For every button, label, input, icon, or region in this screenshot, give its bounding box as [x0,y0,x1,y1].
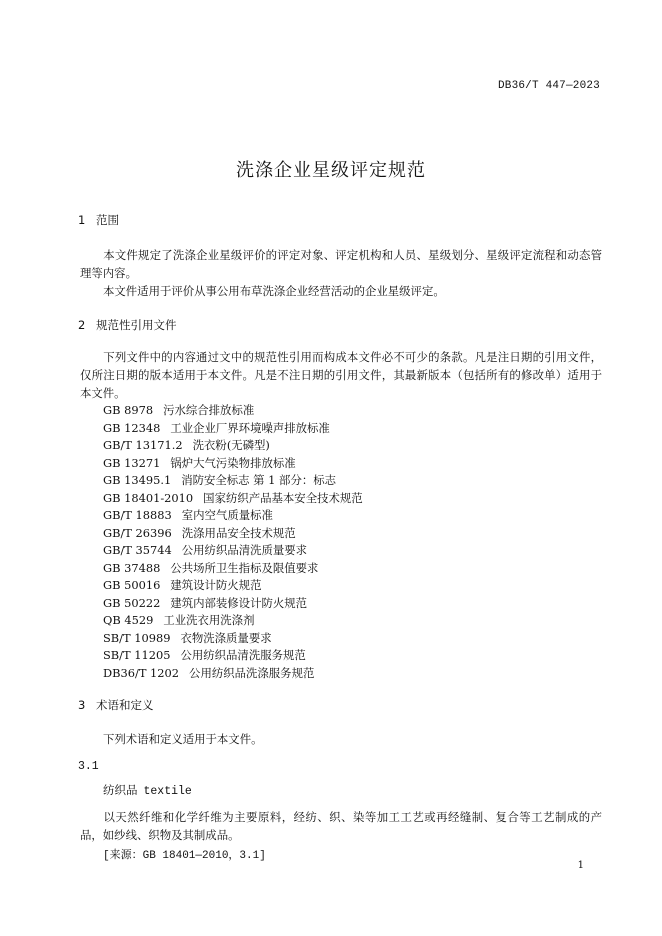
term-chinese: 纺织品 [103,783,138,797]
reference-item [103,630,363,648]
reference-code: GB 18401-2010 [103,490,194,505]
section-1-paragraph-1 [80,246,602,282]
reference-code: GB 50222 [103,595,161,610]
reference-code: GB 13495.1 [103,473,172,487]
reference-title: 消防安全标志 第 1 部分：标志 [181,473,337,487]
section-3-intro [80,730,602,748]
document-id: DB36/T 447—2023 [497,80,600,92]
reference-code: GB/T 26396 [103,525,172,540]
subsection-number: 3.1 [78,760,99,773]
reference-item [103,612,363,630]
reference-title: 公用纺织品清洗服务规范 [180,648,306,662]
term-entry [103,782,192,798]
reference-item [103,577,363,595]
paragraph-text: 本文件规定了洗涤企业星级评价的评定对象、评定机构和人员、星级划分、星级评定流程和动态管理等内容。 [80,248,602,280]
reference-code: GB 37488 [103,560,161,575]
section-2-intro [80,348,602,402]
reference-code: GB 12348 [103,420,161,435]
section-number: 3 [78,698,86,712]
reference-code: GB 50016 [103,578,161,592]
reference-code: SB/T 11205 [103,648,171,662]
term-english: textile [143,785,192,798]
reference-title: 建筑内部装修设计防火规范 [170,595,308,610]
section-title: 术语和定义 [96,698,154,712]
reference-code: QB 4529 [103,613,154,627]
reference-code: DB36/T 1202 [103,665,180,680]
reference-title: 污水综合排放标准 [163,403,255,417]
paragraph-text: 本文件适用于评价从事公用布草洗涤企业经营活动的企业星级评定。 [103,284,445,298]
reference-code: SB/T 10989 [103,630,171,645]
section-1-heading [78,212,119,228]
document-title: 洗涤企业星级评定规范 [236,160,426,181]
section-title: 范围 [96,213,119,227]
reference-code: GB 8978 [103,403,154,417]
reference-item [103,595,363,613]
section-1-paragraph-2 [80,282,602,300]
reference-item [103,647,363,665]
reference-item [103,542,363,560]
section-number: 2 [78,318,86,332]
reference-item [103,525,363,543]
reference-title: 室内空气质量标准 [181,508,273,522]
paragraph-text: 下列术语和定义适用于本文件。 [103,732,263,746]
section-number: 1 [78,213,86,227]
reference-code: GB/T 13171.2 [103,438,183,452]
section-2-heading [78,317,177,333]
reference-title: 工业洗衣用洗涤剂 [163,613,255,627]
paragraph-text: 下列文件中的内容通过文中的规范性引用而构成本文件必不可少的条款。凡是注日期的引用文件，仅所注日期的版本适用于本文件。凡是不注日期的引用文件，其最新版本（包括所有的修改单）适用于本文件。 [80,350,602,400]
reference-title: 洗衣粉(无磷型) [192,438,270,452]
reference-title: 建筑设计防火规范 [170,578,262,592]
reference-item [103,507,363,525]
reference-code: GB 13271 [103,455,161,470]
section-3-heading [78,697,154,713]
reference-item [103,437,363,455]
reference-title: 锅炉大气污染物排放标准 [170,455,296,470]
reference-title: 洗涤用品安全技术规范 [181,525,296,540]
reference-item [103,420,363,438]
reference-item [103,455,363,473]
term-definition [80,808,602,844]
reference-title: 衣物洗涤质量要求 [180,630,272,645]
reference-item [103,490,363,508]
reference-title: 公用纺织品洗涤服务规范 [189,665,315,680]
reference-code: GB/T 18883 [103,508,172,522]
reference-item [103,560,363,578]
reference-title: 工业企业厂界环境噪声排放标准 [170,420,330,435]
normative-references-list [103,402,363,682]
page-number: 1 [577,860,584,871]
section-title: 规范性引用文件 [96,318,177,332]
reference-item [103,472,363,490]
reference-item [103,402,363,420]
reference-title: 国家纺织产品基本安全技术规范 [203,490,363,505]
reference-title: 公共场所卫生指标及限值要求 [170,560,319,575]
reference-item [103,665,363,683]
reference-code: GB/T 35744 [103,543,172,557]
reference-title: 公用纺织品清洗质量要求 [181,543,308,557]
paragraph-text: 以天然纤维和化学纤维为主要原料，经纺、织、染等加工工艺或再经缝制、复合等工艺制成的产品，如纱线、织物及其制成品。 [80,810,602,842]
term-source: [来源：GB 18401—2010，3.1] [103,850,266,862]
